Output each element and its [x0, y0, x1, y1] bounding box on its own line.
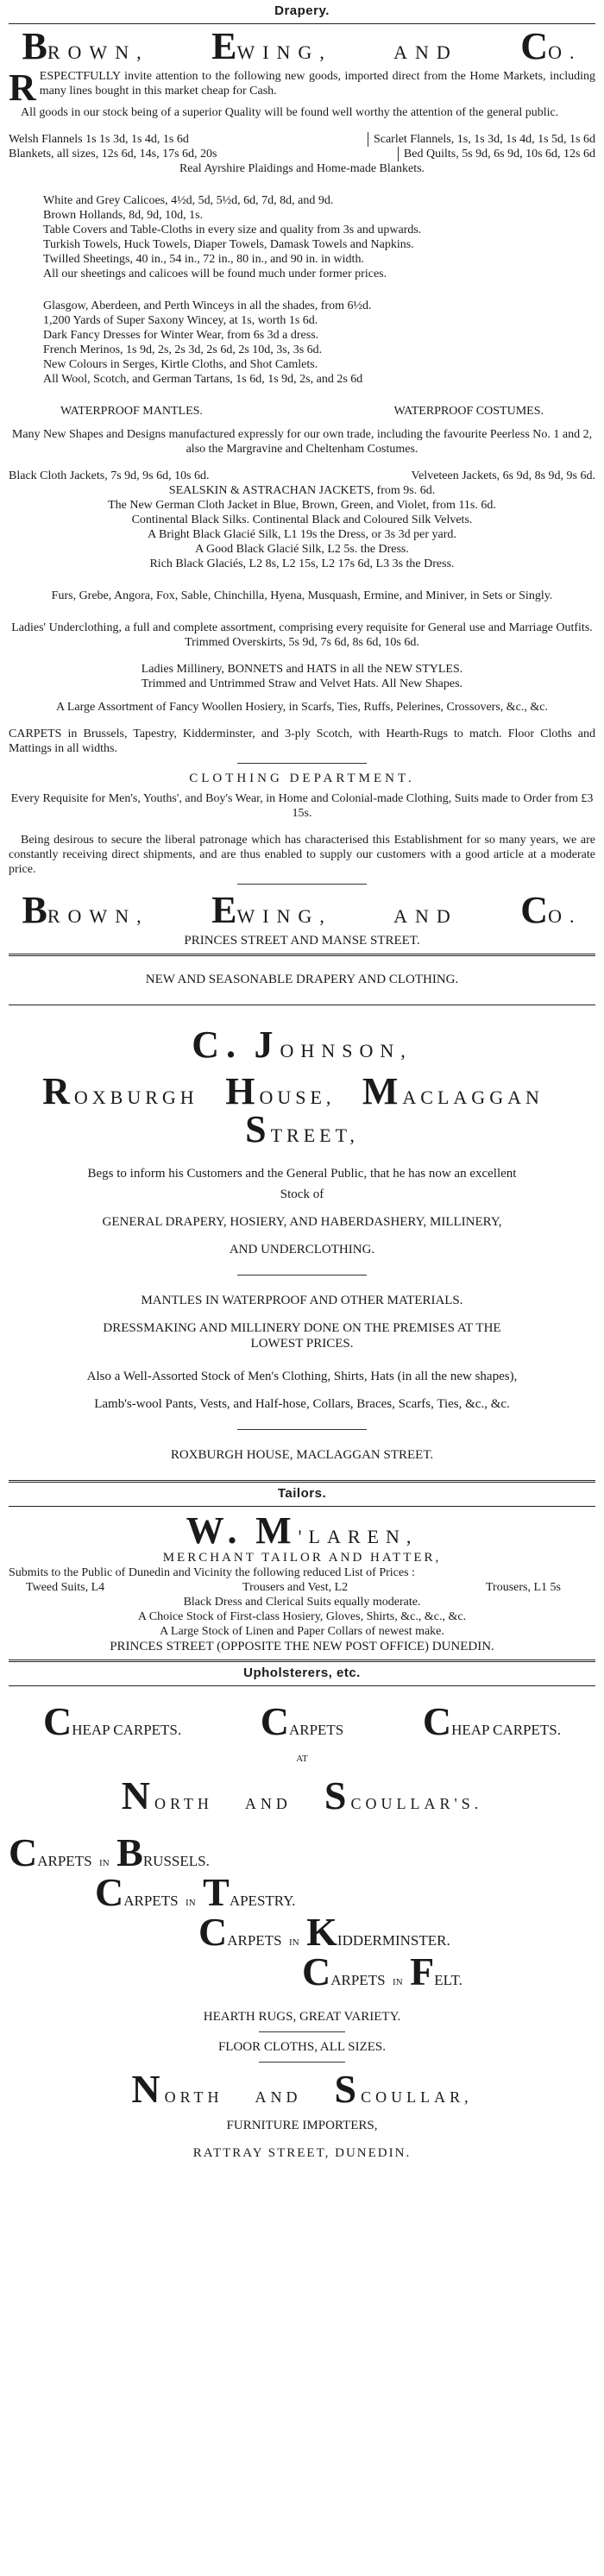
johnson-mens-2: Lamb's-wool Pants, Vests, and Half-hose, Collars, Braces, Scarfs, Ties, &c., &c. — [94, 1397, 510, 1411]
mclaren-choice: A Choice Stock of First-class Hosiery, Gloves, Shirts, &c., &c., &c. — [137, 1610, 467, 1623]
mclaren-title: MERCHANT TAILOR AND HATTER, — [162, 1551, 442, 1565]
carpets-kidderminster: CARPETS IN KIDDERMINSTER. — [198, 1910, 450, 1954]
millinery-line-1: Ladies Millinery, BONNETS and HATS in all the NEW STYLES. — [141, 663, 463, 676]
north-address: RATTRAY STREET, DUNEDIN. — [192, 2146, 412, 2160]
johnson-dressmaking-2: LOWEST PRICES. — [250, 1337, 354, 1351]
winceys-list: Glasgow, Aberdeen, and Perth Winceys in all the shades, from 6½d. 1,200 Yards of Super Saxony Wincey, at 1s, worth 1s 6d. Dark Fancy Dresses for Winter Wear, from 6s 3d a dress. French Merinos, 1s 9d, 2s, 2s 3d, 2s 6d, 2s 10d, 3s, 3s 6d. New Colours in Serges, Kirtle Cloths, and Shot Camlets. All Wool, Scotch, and German Tartans, 1s 6d, 1s 9d, 2s, and 2s 6d — [43, 299, 372, 386]
calicoes-list: White and Grey Calicoes, 4½d, 5d, 5½d, 6d, 7d, 8d, and 9d. Brown Hollands, 8d, 9d, 10d, 1s. Table Covers and Table-Cloths in every size and quality from 3s and upwards. Turkish Towels, Huck Towels, Diaper Towels, Damask Towels and Napkins. Twilled Sheetings, 40 in., 54 in., 72 in., 80 in., and 90 in. in width. All our sheetings and calicoes will be found much under former prices. — [43, 194, 422, 280]
johnson-stock-of: Stock of — [280, 1187, 324, 1201]
short-divider — [237, 884, 367, 885]
johnson-mens-1: Also a Well-Assorted Stock of Men's Clothing, Shirts, Hats (in all the new shapes), — [86, 1370, 518, 1383]
silks-line-1: Continental Black Silks. Continental Black and Coloured Silk Velvets. — [131, 513, 473, 526]
short-divider — [237, 763, 367, 764]
johnson-dressmaking-1: DRESSMAKING AND MILLINERY DONE ON THE PREMISES AT THE — [103, 1321, 501, 1335]
section-header-drapery: Drapery. — [274, 3, 330, 18]
clothing-text: Every Requisite for Men's, Youths', and Boy's Wear, in Home and Colonial-made Clothing, Suits made to Order from £3 15s. — [10, 792, 594, 820]
mclaren-name: W. M'LAREN, — [186, 1509, 418, 1552]
johnson-banner: NEW AND SEASONABLE DRAPERY AND CLOTHING. — [145, 973, 459, 986]
mclaren-submits: Submits to the Public of Dunedin and Vicinity the following reduced List of Prices : — [9, 1566, 415, 1579]
newspaper-page — [9, 0, 595, 2161]
johnson-mantles: MANTLES IN WATERPROOF AND OTHER MATERIALS. — [141, 1294, 463, 1307]
at-line: AT — [296, 1754, 308, 1764]
cheap-carpets-row: CHEAP CARPETS. CARPETS CHEAP CARPETS. — [43, 1699, 561, 1743]
mclaren-prices: Tweed Suits, L4 Trousers and Vest, L2 Trousers, L1 5s — [26, 1581, 561, 1594]
carpets-felt: CARPETS IN FELT. — [302, 1949, 462, 1993]
north-scoullar-title: NORTH AND SCOULLAR'S. — [121, 1773, 483, 1817]
divider — [9, 1480, 595, 1483]
divider — [9, 23, 595, 24]
brown-ewing-signature: BROWN, EWING, AND CO. — [22, 889, 582, 931]
johnson-house: ROXBURGH HOUSE, MACLAGGAN STREET, — [42, 1070, 544, 1150]
johnson-address: ROXBURGH HOUSE, MACLAGGAN STREET. — [170, 1448, 434, 1462]
johnson-general-1: GENERAL DRAPERY, HOSIERY, AND HABERDASHERY, MILLINERY, — [102, 1215, 502, 1229]
divider — [9, 1660, 595, 1662]
silks-line-3: A Good Black Glacié Silk, L2 5s. the Dress. — [195, 543, 409, 556]
clothing-department-heading: CLOTHING DEPARTMENT. — [189, 772, 415, 785]
plaidings-line: Real Ayrshire Plaidings and Home-made Blankets. — [179, 162, 425, 175]
flannels-row: Welsh Flannels 1s 1s 3d, 1s 4d, 1s 6d Scarlet Flannels, 1s, 1s 3d, 1s 4d, 1s 5d, 1s 6d — [9, 133, 595, 146]
johnson-name: C. JOHNSON, — [192, 1023, 412, 1066]
shapes-text: Many New Shapes and Designs manufactured expressly for our own trade, including the favourite Peerless No. 1 and 2, also the Margravine and Cheltenham Costumes. — [11, 428, 593, 456]
carpets-list — [9, 1830, 595, 1993]
furs-text: Furs, Grebe, Angora, Fox, Sable, Chinchilla, Hyena, Musquash, Ermine, and Miniver, in Sets or Singly. — [51, 589, 553, 602]
german-jacket-line: The New German Cloth Jacket in Blue, Brown, Green, and Violet, from 11s. 6d. — [108, 499, 496, 512]
mclaren-black: Black Dress and Clerical Suits equally moderate. — [183, 1596, 421, 1609]
jackets-row: Black Cloth Jackets, 7s 9d, 9s 6d, 10s 6d. Velveteen Jackets, 6s 9d, 8s 9d, 9s 6d. — [9, 469, 595, 482]
johnson-begs: Begs to inform his Customers and the General Public, that he has now an excellent — [87, 1167, 517, 1181]
blankets-row: Blankets, all sizes, 12s 6d, 14s, 17s 6d, 20s Bed Quilts, 5s 9d, 6s 9d, 10s 6d, 12s 6d — [9, 148, 595, 161]
north-scoullar-signature: NORTH AND SCOULLAR, — [131, 2067, 473, 2111]
carpets-text: CARPETS in Brussels, Tapestry, Kidderminster, and 3-ply Scotch, with Hearth-Rugs to match. Floor Cloths and Mattings in all widths. — [9, 727, 595, 755]
divider — [9, 1685, 595, 1686]
short-divider — [259, 2031, 345, 2032]
carpets-brussels: CARPETS IN BRUSSELS. — [9, 1830, 210, 1874]
furniture-importers: FURNITURE IMPORTERS, — [226, 2119, 378, 2132]
section-header-upholsterers: Upholsterers, etc. — [243, 1666, 361, 1680]
brown-ewing-title: BROWN, EWING, AND CO. — [22, 25, 582, 67]
silks-line-2: A Bright Black Glacié Silk, L1 19s the Dress, or 3s 3d per yard. — [148, 528, 456, 541]
silks-line-4: Rich Black Glaciés, L2 8s, L2 15s, L2 17s 6d, L3 3s the Dress. — [149, 557, 455, 570]
mclaren-address: PRINCES STREET (OPPOSITE THE NEW POST OFFICE) DUNEDIN. — [110, 1640, 494, 1653]
brown-address: PRINCES STREET AND MANSE STREET. — [184, 934, 420, 948]
short-divider — [237, 1429, 367, 1430]
underclothing-text: Ladies' Underclothing, a full and complete assortment, comprising every requisite for General use and Marriage Outfits. Trimmed Overskirts, 5s 9d, 7s 6d, 8s 6d, 10s 6d. — [11, 621, 593, 649]
millinery-line-2: Trimmed and Untrimmed Straw and Velvet Hats. All New Shapes. — [141, 677, 463, 690]
brown-intro-2: All goods in our stock being of a superior Quality will be found well worthy the attention of the general public. — [21, 106, 559, 119]
divider — [9, 954, 595, 956]
brown-intro: RESPECTFULLY invite attention to the following new goods, imported direct from the Home Markets, including many lines bought in this market cheap for Cash. — [9, 66, 595, 109]
johnson-general-2: AND UNDERCLOTHING. — [229, 1243, 375, 1257]
waterproof-row: WATERPROOF MANTLES. WATERPROOF COSTUMES. — [60, 405, 544, 418]
floor-cloths: FLOOR CLOTHS, ALL SIZES. — [217, 2040, 387, 2054]
hearth-rugs: HEARTH RUGS, GREAT VARIETY. — [203, 2010, 401, 2024]
divider — [9, 1506, 595, 1507]
hosiery-text: A Large Assortment of Fancy Woollen Hosiery, in Scarfs, Ties, Ruffs, Pelerines, Crossovers, &c., &c. — [56, 701, 548, 714]
section-header-tailors: Tailors. — [277, 1486, 327, 1501]
closing-text: Being desirous to secure the liberal patronage which has characterised this Establishment for so many years, we are constantly receiving direct shipments, and are thus enabled to supply our customers with a good article at a moderate price. — [9, 834, 595, 876]
mclaren-linen: A Large Stock of Linen and Paper Collars of newest make. — [160, 1625, 444, 1638]
short-divider — [259, 2062, 345, 2063]
carpets-tapestry: CARPETS IN TAPESTRY. — [95, 1870, 296, 1914]
sealskin-line: SEALSKIN & ASTRACHAN JACKETS, from 9s. 6d. — [168, 484, 436, 497]
